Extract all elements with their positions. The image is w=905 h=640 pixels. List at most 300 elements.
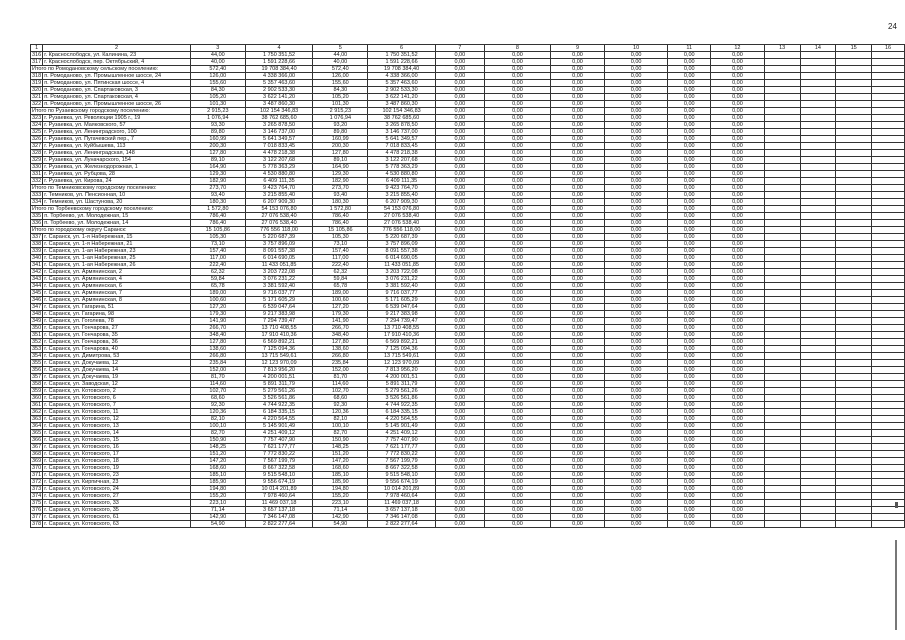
empty-cell [800, 346, 836, 353]
table-cell: 0,00 [711, 80, 765, 87]
table-cell: 7 978 460,64 [368, 493, 436, 500]
table-cell: 89,80 [313, 129, 368, 136]
table-cell: 0,00 [668, 227, 711, 234]
table-cell: 0,00 [711, 423, 765, 430]
table-cell: 0,00 [435, 115, 484, 122]
table-cell: 0,00 [435, 234, 484, 241]
table-cell: 0,00 [484, 59, 551, 66]
empty-cell [836, 402, 872, 409]
table-cell: 155,20 [313, 493, 368, 500]
empty-cell [836, 507, 872, 514]
empty-cell [800, 325, 836, 332]
empty-cell [836, 514, 872, 521]
empty-cell [764, 108, 800, 115]
table-cell: 0,00 [711, 129, 765, 136]
address-cell: г. Саранск, ул. Котовского, 16 [43, 444, 191, 451]
row-number: 366 [32, 437, 42, 443]
table-cell: 0,00 [435, 360, 484, 367]
table-row [31, 192, 905, 199]
row-number: 367 [32, 444, 42, 450]
table-cell: 3 122 207,68 [245, 157, 313, 164]
empty-cell [764, 129, 800, 136]
table-cell: 0,00 [435, 304, 484, 311]
table-cell: 0,00 [435, 374, 484, 381]
table-cell: 81,70 [313, 374, 368, 381]
table-cell: 9 716 037,77 [368, 290, 436, 297]
table-cell: 0,00 [711, 94, 765, 101]
table-cell: 0,00 [484, 52, 551, 59]
table-cell: 0,00 [668, 318, 711, 325]
empty-cell [836, 192, 872, 199]
empty-cell [800, 94, 836, 101]
table-cell: 0,00 [668, 304, 711, 311]
empty-cell [872, 192, 905, 199]
table-row [31, 360, 905, 367]
table-cell: 127,80 [313, 339, 368, 346]
table-cell: 0,00 [711, 59, 765, 66]
table-cell: 4 200 001,51 [368, 374, 436, 381]
table-cell: 0,00 [435, 52, 484, 59]
empty-cell [800, 339, 836, 346]
empty-cell [872, 227, 905, 234]
row-number: 336 [32, 220, 42, 226]
empty-cell [800, 185, 836, 192]
table-cell: 0,00 [604, 297, 668, 304]
table-cell: 0,00 [435, 220, 484, 227]
table-cell: 0,00 [604, 311, 668, 318]
table-cell: 0,00 [711, 171, 765, 178]
table-cell: 0,00 [604, 52, 668, 59]
table-cell: 0,00 [484, 332, 551, 339]
table-cell: 0,00 [604, 234, 668, 241]
row-number: 320 [32, 87, 42, 93]
table-cell: 0,00 [604, 346, 668, 353]
table-cell: 27 076 538,40 [245, 213, 313, 220]
address-cell: г. Саранск, ул. Гоголева, 78 [43, 318, 191, 325]
table-cell: 155,60 [190, 80, 245, 87]
empty-cell [800, 423, 836, 430]
table-cell: 266,70 [190, 325, 245, 332]
empty-cell [800, 430, 836, 437]
row-number: 330 [32, 164, 42, 170]
table-cell: 1 591 228,66 [368, 59, 436, 66]
table-cell: 185,90 [190, 479, 245, 486]
table-cell: 129,30 [313, 171, 368, 178]
empty-cell [764, 122, 800, 129]
scan-edge-mark [895, 502, 898, 508]
table-cell: 0,00 [551, 52, 605, 59]
empty-cell [872, 269, 905, 276]
address-cell: г. Рузаевка, ул. Маяковского, 57 [43, 122, 191, 129]
table-cell: 12 123 970,09 [245, 360, 313, 367]
table-cell: 3 215 855,40 [245, 192, 313, 199]
table-row [31, 87, 905, 94]
table-cell: 0,00 [435, 178, 484, 185]
table-cell: 0,00 [484, 220, 551, 227]
table-cell: 93,40 [190, 192, 245, 199]
empty-cell [800, 199, 836, 206]
empty-cell [872, 234, 905, 241]
table-cell: 3 757 896,09 [245, 241, 313, 248]
table-cell: 0,00 [435, 101, 484, 108]
table-cell: 101,30 [190, 101, 245, 108]
table-row [31, 213, 905, 220]
table-cell: 6 539 047,64 [245, 304, 313, 311]
table-cell: 3 265 878,50 [245, 122, 313, 129]
row-number: 335 [32, 213, 42, 219]
table-cell: 9 556 674,19 [368, 479, 436, 486]
empty-cell [872, 220, 905, 227]
table-cell: 59,84 [190, 276, 245, 283]
address-cell: г. Краснослободск, пер. Октябрьский, 4 [43, 59, 191, 66]
address-cell: г. Саранск, ул. Котовского, 23 [43, 472, 191, 479]
empty-cell [764, 500, 800, 507]
empty-cell [872, 262, 905, 269]
empty-cell [764, 94, 800, 101]
table-cell: 0,00 [484, 199, 551, 206]
table-cell: 0,00 [711, 521, 765, 528]
table-cell: 0,00 [711, 353, 765, 360]
table-row [31, 409, 905, 416]
table-cell: 44,00 [313, 52, 368, 59]
table-cell: 0,00 [551, 227, 605, 234]
empty-cell [764, 444, 800, 451]
table-cell: 1 750 351,52 [245, 52, 313, 59]
table-cell: 7 757 407,90 [245, 437, 313, 444]
table-cell: 0,00 [551, 353, 605, 360]
row-number: 354 [32, 353, 42, 359]
table-cell: 4 530 880,80 [368, 171, 436, 178]
empty-cell [836, 479, 872, 486]
table-cell: 0,00 [484, 465, 551, 472]
table-cell: 0,00 [551, 220, 605, 227]
column-number: 11 [668, 45, 711, 52]
row-number: 363 [32, 416, 42, 422]
table-cell: 82,10 [190, 416, 245, 423]
table-cell: 3 076 231,22 [368, 276, 436, 283]
table-cell: 3 381 592,40 [368, 283, 436, 290]
table-cell: 0,00 [484, 150, 551, 157]
address-cell: г. Саранск, ул. Кирпичная, 23 [43, 479, 191, 486]
table-cell: 0,00 [668, 269, 711, 276]
empty-cell [872, 514, 905, 521]
table-cell: 0,00 [435, 171, 484, 178]
empty-cell [800, 318, 836, 325]
table-cell: 0,00 [604, 192, 668, 199]
table-cell: 100,10 [313, 423, 368, 430]
table-cell: 164,90 [190, 164, 245, 171]
empty-cell [764, 332, 800, 339]
table-cell: 0,00 [484, 164, 551, 171]
address-cell: г. Саранск, ул. Армянинская, 7 [43, 290, 191, 297]
table-cell: 0,00 [435, 395, 484, 402]
table-cell: 0,00 [551, 297, 605, 304]
empty-cell [764, 458, 800, 465]
table-cell: 348,40 [190, 332, 245, 339]
table-cell: 0,00 [604, 367, 668, 374]
empty-cell [800, 108, 836, 115]
table-cell: 0,00 [484, 521, 551, 528]
column-number: 4 [245, 45, 313, 52]
table-row [31, 115, 905, 122]
table-cell: 1 591 228,66 [245, 59, 313, 66]
empty-cell [836, 108, 872, 115]
table-cell: 0,00 [551, 206, 605, 213]
table-cell: 157,40 [190, 248, 245, 255]
empty-cell [800, 164, 836, 171]
empty-cell [872, 451, 905, 458]
table-cell: 0,00 [551, 73, 605, 80]
table-cell: 0,00 [668, 430, 711, 437]
empty-cell [836, 143, 872, 150]
table-cell: 89,10 [313, 157, 368, 164]
table-cell: 0,00 [668, 66, 711, 73]
table-cell: 0,00 [435, 416, 484, 423]
empty-cell [836, 444, 872, 451]
empty-cell [872, 248, 905, 255]
empty-cell [800, 353, 836, 360]
table-row [31, 262, 905, 269]
empty-cell [872, 444, 905, 451]
table-cell: 0,00 [711, 318, 765, 325]
row-number: 346 [32, 297, 42, 303]
table-cell: 0,00 [435, 472, 484, 479]
table-cell: 0,00 [604, 416, 668, 423]
table-cell: 0,00 [604, 220, 668, 227]
table-cell: 179,30 [313, 311, 368, 318]
table-cell: 0,00 [435, 164, 484, 171]
table-cell: 0,00 [711, 157, 765, 164]
table-cell: 0,00 [484, 213, 551, 220]
table-cell: 13 710 408,55 [245, 325, 313, 332]
row-number: 364 [32, 423, 42, 429]
empty-cell [872, 486, 905, 493]
empty-cell [836, 52, 872, 59]
empty-cell [764, 395, 800, 402]
table-row [31, 248, 905, 255]
table-cell: 182,90 [190, 178, 245, 185]
table-cell: 0,00 [668, 514, 711, 521]
row-number: 373 [32, 486, 42, 492]
row-number: 377 [32, 514, 42, 520]
empty-cell [872, 430, 905, 437]
table-cell: 4 200 001,51 [245, 374, 313, 381]
table-cell: 93,20 [313, 122, 368, 129]
table-cell: 68,60 [190, 395, 245, 402]
table-cell: 0,00 [668, 87, 711, 94]
table-cell: 189,00 [190, 290, 245, 297]
row-number: 378 [32, 521, 42, 527]
address-cell: п. Ромоданово, ул. Пятинская шоссе, 4 [43, 80, 191, 87]
table-cell: 3 203 722,08 [368, 269, 436, 276]
table-cell: 102 154 346,83 [368, 108, 436, 115]
row-number: 353 [32, 346, 42, 352]
row-number: 359 [32, 388, 42, 394]
table-cell: 7 621 177,77 [245, 444, 313, 451]
empty-cell [872, 199, 905, 206]
empty-cell [872, 346, 905, 353]
address-cell: г. Рузаевка, ул. Кирова, 24 [43, 178, 191, 185]
table-cell: 0,00 [604, 108, 668, 115]
table-cell: 68,60 [313, 395, 368, 402]
table-cell: 0,00 [551, 80, 605, 87]
empty-cell [800, 416, 836, 423]
table-cell: 0,00 [711, 192, 765, 199]
table-cell: 0,00 [551, 185, 605, 192]
table-cell: 0,00 [711, 178, 765, 185]
empty-cell [836, 339, 872, 346]
row-number: 347 [32, 304, 42, 310]
table-cell: 0,00 [711, 486, 765, 493]
empty-cell [800, 206, 836, 213]
empty-cell [800, 507, 836, 514]
table-cell: 0,00 [551, 248, 605, 255]
table-cell: 0,00 [711, 66, 765, 73]
empty-cell [836, 87, 872, 94]
table-cell: 0,00 [435, 402, 484, 409]
table-cell: 4 478 218,38 [368, 150, 436, 157]
table-cell: 0,00 [711, 199, 765, 206]
table-cell: 100,60 [313, 297, 368, 304]
table-cell: 9 423 764,70 [245, 185, 313, 192]
empty-cell [800, 157, 836, 164]
empty-cell [836, 213, 872, 220]
empty-cell [872, 52, 905, 59]
table-row [31, 101, 905, 108]
table-cell: 0,00 [551, 290, 605, 297]
empty-cell [800, 381, 836, 388]
table-cell: 141,90 [190, 318, 245, 325]
column-number: 15 [836, 45, 872, 52]
table-cell: 0,00 [668, 122, 711, 129]
table-row [31, 346, 905, 353]
address-cell: г. Саранск, ул. Котовского, 18 [43, 458, 191, 465]
table-cell: 0,00 [484, 514, 551, 521]
table-cell: 100,10 [190, 423, 245, 430]
table-cell: 0,00 [551, 360, 605, 367]
table-cell: 182,90 [313, 178, 368, 185]
table-cell: 0,00 [551, 493, 605, 500]
address-cell: г. Саранск, ул. Докучаева, 19 [43, 374, 191, 381]
table-cell: 0,00 [551, 444, 605, 451]
table-cell: 0,00 [668, 451, 711, 458]
table-cell: 0,00 [668, 465, 711, 472]
empty-cell [872, 304, 905, 311]
table-cell: 0,00 [604, 332, 668, 339]
row-number: 371 [32, 472, 42, 478]
empty-cell [800, 220, 836, 227]
table-cell: 0,00 [484, 269, 551, 276]
address-cell: г. Рузаевка, ул. Железнодорожная, 1 [43, 164, 191, 171]
empty-cell [800, 213, 836, 220]
table-cell: 3 657 137,18 [245, 507, 313, 514]
table-cell: 0,00 [711, 262, 765, 269]
table-cell: 0,00 [604, 199, 668, 206]
table-cell: 62,32 [190, 269, 245, 276]
address-cell: г. Саранск, ул. Гончарова, 27 [43, 325, 191, 332]
table-cell: 0,00 [604, 451, 668, 458]
table-cell: 0,00 [435, 185, 484, 192]
empty-cell [836, 171, 872, 178]
table-cell: 0,00 [604, 255, 668, 262]
table-cell: 6 539 047,64 [368, 304, 436, 311]
row-number: 333 [32, 192, 42, 198]
table-cell: 0,00 [551, 409, 605, 416]
table-cell: 0,00 [551, 276, 605, 283]
table-cell: 0,00 [435, 451, 484, 458]
table-cell: 0,00 [668, 213, 711, 220]
empty-cell [800, 472, 836, 479]
table-cell: 0,00 [668, 157, 711, 164]
table-cell: 0,00 [551, 374, 605, 381]
table-cell: 84,30 [190, 87, 245, 94]
table-cell: 0,00 [711, 507, 765, 514]
table-cell: 0,00 [484, 94, 551, 101]
empty-cell [800, 101, 836, 108]
empty-cell [836, 101, 872, 108]
table-cell: 0,00 [484, 290, 551, 297]
table-cell: 0,00 [711, 122, 765, 129]
table-cell: 0,00 [604, 150, 668, 157]
empty-cell [872, 472, 905, 479]
table-cell: 0,00 [484, 402, 551, 409]
table-cell: 0,00 [711, 185, 765, 192]
table-cell: 0,00 [484, 101, 551, 108]
table-cell: 0,00 [435, 521, 484, 528]
table-cell: 148,25 [313, 444, 368, 451]
column-number: 10 [604, 45, 668, 52]
table-cell: 0,00 [604, 339, 668, 346]
empty-cell [764, 409, 800, 416]
table-row [31, 73, 905, 80]
table-cell: 0,00 [435, 213, 484, 220]
empty-cell [872, 66, 905, 73]
table-cell: 0,00 [551, 381, 605, 388]
empty-cell [872, 493, 905, 500]
address-cell: п. Ромоданово, ул. Спартаковская, 3 [43, 87, 191, 94]
table-cell: 4 338 366,00 [245, 73, 313, 80]
empty-cell [836, 325, 872, 332]
table-cell: 0,00 [484, 143, 551, 150]
row-number: 357 [32, 374, 42, 380]
row-number: 374 [32, 493, 42, 499]
table-cell: 0,00 [604, 269, 668, 276]
address-cell: г. Саранск, ул. Котовского, 61 [43, 514, 191, 521]
table-cell: 0,00 [711, 213, 765, 220]
table-cell: 0,00 [435, 444, 484, 451]
table-cell: 0,00 [711, 374, 765, 381]
table-row [31, 171, 905, 178]
row-number: 341 [32, 262, 42, 268]
table-cell: 0,00 [551, 346, 605, 353]
table-cell: 81,70 [190, 374, 245, 381]
table-cell: 1 572,80 [190, 206, 245, 213]
table-row [31, 318, 905, 325]
table-cell: 120,36 [190, 409, 245, 416]
empty-cell [836, 115, 872, 122]
address-cell: г. Саранск, ул. Докучаева, 14 [43, 367, 191, 374]
empty-cell [764, 423, 800, 430]
table-row [31, 381, 905, 388]
table-cell: 0,00 [668, 479, 711, 486]
table-cell: 5 641 349,57 [368, 136, 436, 143]
empty-cell [800, 451, 836, 458]
empty-cell [764, 115, 800, 122]
empty-cell [764, 479, 800, 486]
table-cell: 0,00 [435, 430, 484, 437]
table-cell: 1 750 351,52 [368, 52, 436, 59]
table-cell: 0,00 [484, 227, 551, 234]
